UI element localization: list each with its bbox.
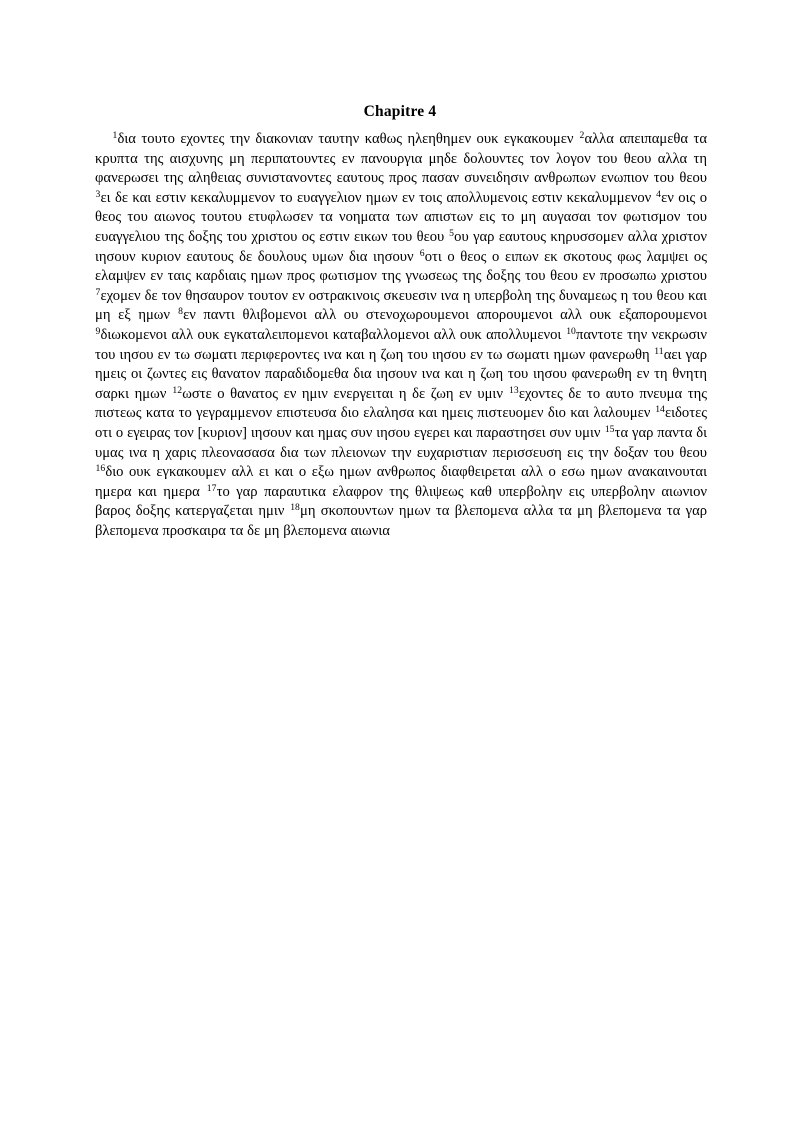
verse-number: 10 [566, 325, 576, 337]
verse-text: το γαρ παραυτικα ελαφρον της θλιψεως καθ υπερβολην εις υπερβολην αιωνιον βαρος δοξης κατεργαζεται ημιν [95, 483, 707, 520]
page-title: Chapitre 4 [363, 103, 437, 121]
verse-text: αλλα απειπαμεθα τα κρυπτα της αισχυνης μη περιπατουντες εν πανουργια μηδε δολουντες τον λογον του θεου αλλα τη φανερωσει της αληθειας συνιστανοντες εαυτους προς πασαν συνειδησιν ανθρωπων ενωπιον του θεου [95, 131, 708, 187]
verse-number: 5 [449, 227, 454, 239]
verse-text: εχοντες δε το αυτο πνευμα της πιστεως κατα το γεγραμμενον επιστευσα διο ελαλησα και ημεις πιστευομεν διο και λαλουμεν [95, 385, 707, 422]
verse-text: παντοτε την νεκρωσιν του ιησου εν τω σωματι περιφεροντες ινα και η ζωη του ιησου εν τω σωματι ημων φανερωθη [95, 326, 707, 363]
verse-number: 1 [112, 130, 118, 141]
verse-text: τα γαρ παντα δι υμας ινα η χαρις πλεονασασα δια των πλειονων την ευχαριστιαν περισσευση εις την δοξαν του θεου [95, 424, 708, 461]
verse-text: εν οις ο θεος του αιωνος τουτου ετυφλωσεν τα νοηματα των απιστων εις το μη αυγασαι τον φωτισμον του ευαγγελιου της δοξης του χριστου ος εστιν εικων του θεου [95, 189, 707, 245]
verse-number: 6 [419, 247, 425, 259]
verse-text: αει γαρ ημεις οι ζωντες εις θανατον παραδιδομεθα δια ιησουν ινα και η ζωη του ιησου φανερωθη εν τη θνητη σαρκι ημων [95, 346, 707, 402]
verse-number: 18 [290, 502, 300, 514]
verse-number: 11 [654, 345, 664, 357]
verse-number: 8 [178, 306, 183, 318]
verse-number: 4 [656, 188, 661, 200]
verse-text: ει δε και εστιν κεκαλυμμενον το ευαγγελιον ημων εν τοις απολλυμενοις εστιν κεκαλυμμενον [100, 189, 656, 206]
verse-text: διο ουκ εγκακουμεν αλλ ει και ο εξω ημων ανθρωπος διαφθειρεται αλλ ο εσω ημων ανακαινουται ημερα και ημερα [95, 464, 707, 500]
verse-text: ωστε ο θανατος εν ημιν ενεργειται η δε ζωη εν υμιν [182, 385, 509, 402]
verse-text: διωκομενοι αλλ ουκ εγκαταλειπομενοι καταβαλλομενοι αλλ ουκ απολλυμενοι [100, 326, 566, 343]
chapter-body-text [95, 130, 707, 541]
verse-text: ειδοτες οτι ο εγειρας τον [κυριον] ιησουν και ημας συν ιησου εγερει και παραστησει συν υμιν [95, 405, 707, 441]
verse-number: 3 [95, 188, 101, 200]
verse-number: 13 [509, 384, 519, 396]
verse-number: 12 [172, 384, 183, 396]
verse-number: 15 [604, 423, 615, 435]
verse-text: ου γαρ εαυτους κηρυσσομεν αλλα χριστον ιησουν κυριον εαυτους δε δουλους υμων δια ιησουν [95, 228, 707, 265]
verse-number: 16 [95, 463, 106, 475]
verse-number: 9 [95, 325, 101, 337]
verse-number: 2 [579, 130, 585, 141]
verse-text: εχομεν δε τον θησαυρον τουτον εν οστρακινοις σκευεσιν ινα η υπερβολη της δυναμεως η του θεου και μη εξ ημων [95, 287, 707, 324]
verse-text: δια τουτο εχοντες την διακονιαν ταυτην καθως ηλεηθημεν ουκ εγκακουμεν [117, 131, 579, 147]
verse-text: μη σκοπουντων ημων τα βλεπομενα αλλα τα μη βλεπομενα τα γαρ βλεπομενα προσκαιρα τα δε μη βλεπομενα αιωνια [95, 503, 707, 539]
verse-number: 7 [95, 286, 101, 298]
verse-text: εν παντι θλιβομενοι αλλ ου στενοχωρουμενοι απορουμενοι αλλ ουκ εξαπορουμενοι [183, 307, 708, 324]
verse-number: 17 [206, 482, 217, 494]
verse-text: οτι ο θεος ο ειπων εκ σκοτους φως λαμψει ος ελαμψεν εν ταις καρδιαις ημων προς φωτισμον της γνωσεως της δοξης του θεου εν προσωπω χριστου [95, 248, 707, 285]
verse-number: 14 [655, 404, 665, 416]
